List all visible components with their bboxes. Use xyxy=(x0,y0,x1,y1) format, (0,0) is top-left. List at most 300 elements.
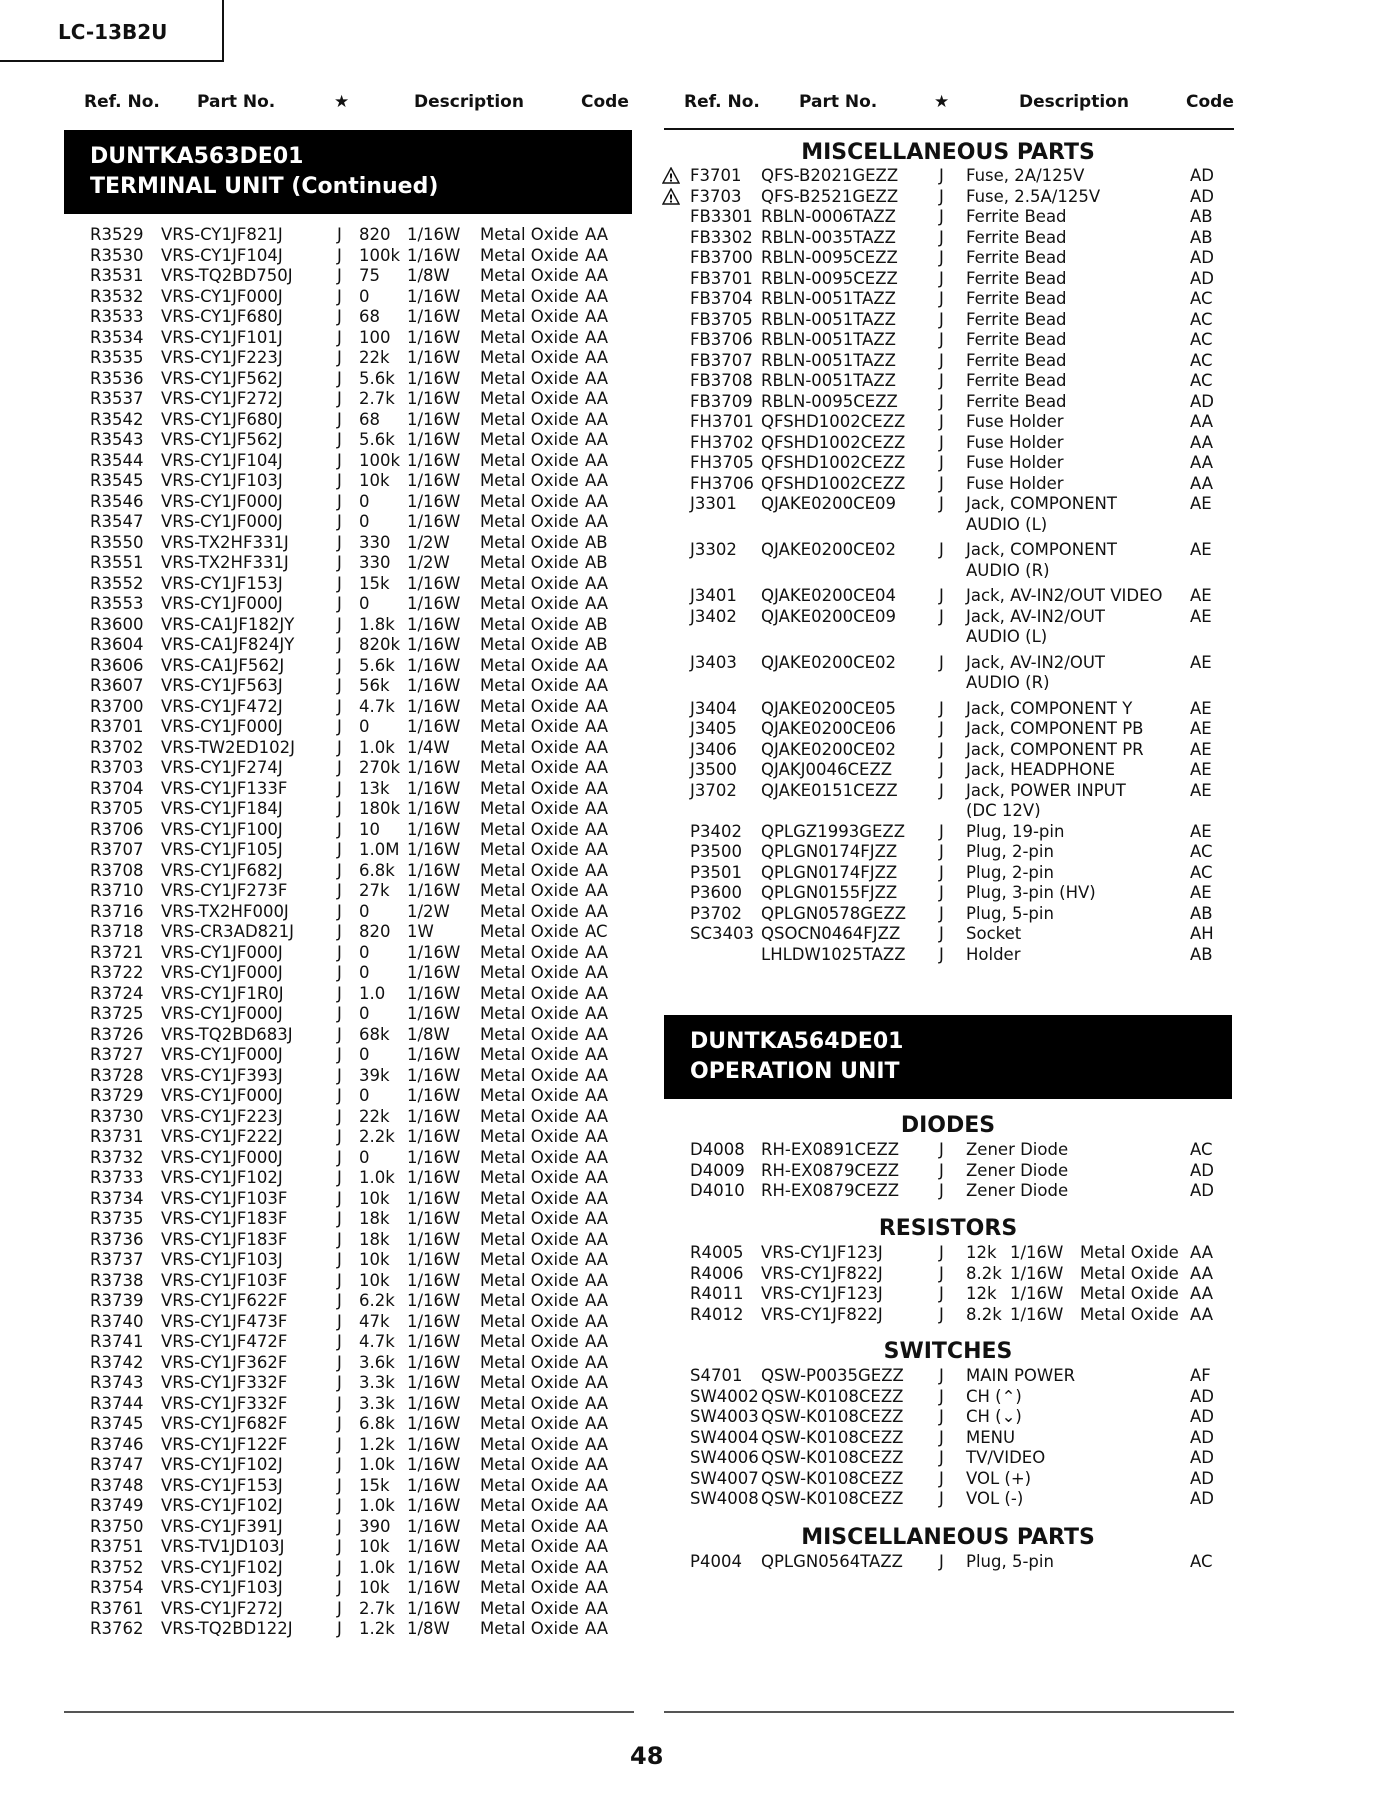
type: Metal Oxide xyxy=(480,963,579,982)
wattage: 1/16W xyxy=(407,1065,461,1085)
value: 0 xyxy=(359,1147,370,1167)
star-mark: J xyxy=(939,166,944,185)
star-mark: J xyxy=(939,1304,944,1324)
star-mark: J xyxy=(939,289,944,308)
code: AA xyxy=(585,819,609,839)
part-no: QSOCN0464FJZZ xyxy=(761,924,901,943)
value: 56k xyxy=(359,676,390,695)
code: AA xyxy=(585,901,609,921)
wattage: 1/16W xyxy=(407,430,461,449)
wattage: 1/16W xyxy=(407,1352,461,1372)
table-row xyxy=(64,1373,634,1394)
value: 0 xyxy=(359,286,370,306)
star-mark: J xyxy=(337,327,342,347)
code: AC xyxy=(1190,1140,1213,1159)
type: Metal Oxide xyxy=(480,1106,579,1126)
code: AB xyxy=(1190,944,1213,964)
type: Metal Oxide xyxy=(480,450,579,470)
description: (DC 12V) xyxy=(966,801,1041,820)
ref-no: R3722 xyxy=(90,963,144,982)
part-no: QJAKE0200CE05 xyxy=(761,698,897,718)
ref-no: FB3700 xyxy=(690,248,753,267)
star-mark: J xyxy=(337,1414,342,1433)
type: Metal Oxide xyxy=(480,778,579,798)
part-no: VRS-TQ2BD683J xyxy=(161,1024,293,1044)
ref-no: D4009 xyxy=(690,1160,745,1180)
wattage: 1/16W xyxy=(407,1455,461,1474)
description: AUDIO (R) xyxy=(966,560,1050,580)
code: AD xyxy=(1190,1489,1214,1508)
code: AA xyxy=(1190,432,1214,452)
code: AA xyxy=(585,696,609,716)
ref-no: J3402 xyxy=(690,606,737,626)
table-row xyxy=(664,392,1234,413)
value: 4.7k xyxy=(359,696,395,716)
wattage: 1/16W xyxy=(407,1004,461,1023)
code: AC xyxy=(1190,1552,1213,1571)
star-mark: J xyxy=(337,368,342,388)
table-row xyxy=(64,389,634,410)
description: Ferrite Bead xyxy=(966,350,1067,370)
star-mark: J xyxy=(337,573,342,593)
type: Metal Oxide xyxy=(480,491,579,511)
star-mark: J xyxy=(337,758,342,777)
star-mark: J xyxy=(337,1516,342,1536)
wattage: 1/16W xyxy=(407,758,461,777)
wattage: 1/16W xyxy=(407,840,461,859)
code: AB xyxy=(1190,903,1213,923)
misc-parts-2-title: MISCELLANEOUS PARTS xyxy=(801,1525,1095,1550)
table-row xyxy=(664,1552,1234,1573)
value: 5.6k xyxy=(359,655,395,675)
table-row xyxy=(664,653,1234,674)
value: 1.2k xyxy=(359,1434,395,1454)
star-mark: J xyxy=(939,309,944,329)
star-mark: J xyxy=(337,819,342,839)
ref-no: J3403 xyxy=(690,652,737,672)
table-row xyxy=(664,627,1234,648)
table-row xyxy=(664,863,1234,884)
code: AA xyxy=(585,1127,609,1146)
wattage: 1/2W xyxy=(407,532,450,552)
code: AC xyxy=(1190,350,1213,370)
wattage: 1/16W xyxy=(407,1045,461,1064)
table-row xyxy=(664,371,1234,392)
header-desc: Description xyxy=(414,92,524,112)
table-row xyxy=(64,902,634,923)
star-mark: J xyxy=(939,186,944,206)
ref-no: R3762 xyxy=(90,1619,144,1638)
part-no: QPLGN0155FJZZ xyxy=(761,883,898,902)
ref-no: P3702 xyxy=(690,903,742,923)
part-no: VRS-CY1JF102J xyxy=(161,1557,283,1577)
ref-no: R3553 xyxy=(90,594,144,613)
table-row xyxy=(64,1271,634,1292)
table-row xyxy=(664,1469,1234,1490)
ref-no: FH3705 xyxy=(690,453,754,472)
part-no: VRS-CY1JF682J xyxy=(161,860,283,880)
table-row xyxy=(64,1025,634,1046)
star-mark: J xyxy=(939,350,944,370)
star-mark: J xyxy=(939,1427,944,1447)
value: 2.7k xyxy=(359,1598,395,1618)
star-mark: J xyxy=(337,1168,342,1187)
code: AA xyxy=(585,1516,609,1536)
code: AB xyxy=(1190,227,1213,247)
type: Metal Oxide xyxy=(480,901,579,921)
type: Metal Oxide xyxy=(480,286,579,306)
type: Metal Oxide xyxy=(480,1557,579,1577)
type: Metal Oxide xyxy=(480,860,579,880)
value: 100k xyxy=(359,450,401,470)
value: 2.7k xyxy=(359,389,395,408)
wattage: 1/16W xyxy=(1010,1263,1064,1283)
ref-no: R4006 xyxy=(690,1263,744,1283)
wattage: 1/16W xyxy=(407,512,461,531)
part-no: VRS-TW2ED102J xyxy=(161,737,296,757)
table-row xyxy=(664,330,1234,351)
star-mark: J xyxy=(337,1045,342,1064)
table-row xyxy=(664,1489,1234,1510)
code: AA xyxy=(585,1106,609,1126)
description: Jack, COMPONENT PR xyxy=(966,739,1144,759)
table-row xyxy=(64,1086,634,1107)
star-mark: J xyxy=(939,432,944,452)
part-no: VRS-CA1JF182JY xyxy=(161,614,295,634)
ref-no: R3543 xyxy=(90,430,144,449)
star-mark: J xyxy=(939,780,944,800)
table-row xyxy=(64,1558,634,1579)
star-mark: J xyxy=(337,1229,342,1249)
code: AE xyxy=(1190,780,1212,800)
ref-no: R3728 xyxy=(90,1065,144,1085)
wattage: 1/16W xyxy=(407,983,461,1003)
star-mark: J xyxy=(337,1065,342,1085)
code: AD xyxy=(1190,1468,1214,1488)
star-mark: J xyxy=(939,606,944,626)
code: AA xyxy=(585,1619,609,1638)
type: Metal Oxide xyxy=(480,1086,579,1105)
wattage: 1/16W xyxy=(407,1106,461,1126)
description: Plug, 2-pin xyxy=(966,862,1054,882)
star-mark: J xyxy=(337,1373,342,1392)
star-mark: J xyxy=(337,532,342,552)
ref-no: R3704 xyxy=(90,778,144,798)
part-no: VRS-CY1JF153J xyxy=(161,573,283,593)
ref-no: R3746 xyxy=(90,1434,144,1454)
code: AE xyxy=(1190,760,1212,779)
table-row xyxy=(664,781,1234,802)
value: 1.0M xyxy=(359,840,400,859)
part-no: VRS-CY1JF562J xyxy=(161,430,283,449)
code: AE xyxy=(1190,652,1212,672)
header-code: Code xyxy=(581,92,629,112)
table-row xyxy=(64,1476,634,1497)
part-no: QPLGN0174FJZZ xyxy=(761,842,898,861)
description: Fuse Holder xyxy=(966,432,1064,452)
banner-op-unit-name: OPERATION UNIT xyxy=(690,1059,900,1084)
code: AA xyxy=(585,1414,609,1433)
star-mark: J xyxy=(337,1106,342,1126)
star-mark: J xyxy=(337,307,342,326)
table-row xyxy=(64,676,634,697)
wattage: 1/16W xyxy=(407,491,461,511)
description: VOL (-) xyxy=(966,1489,1024,1508)
table-row xyxy=(664,1305,1234,1326)
svg-text:!: ! xyxy=(668,171,674,184)
code: AB xyxy=(585,532,608,552)
value: 15k xyxy=(359,1475,390,1495)
table-row xyxy=(664,310,1234,331)
part-no: VRS-CY1JF472J xyxy=(161,696,283,716)
value: 15k xyxy=(359,573,390,593)
star-mark: J xyxy=(939,1489,944,1508)
value: 820 xyxy=(359,922,391,941)
part-no: VRS-CY1JF153J xyxy=(161,1475,283,1495)
value: 1.0 xyxy=(359,983,386,1003)
type: Metal Oxide xyxy=(480,1332,579,1351)
code: AA xyxy=(585,1311,609,1331)
part-no: RBLN-0051TAZZ xyxy=(761,289,896,308)
part-no: VRS-CY1JF680J xyxy=(161,307,283,326)
ref-no: SW4007 xyxy=(690,1468,759,1488)
code: AA xyxy=(585,881,609,900)
type: Metal Oxide xyxy=(480,614,579,634)
wattage: 1/16W xyxy=(407,1209,461,1228)
type: Metal Oxide xyxy=(480,1311,579,1331)
wattage: 1/16W xyxy=(407,368,461,388)
table-row xyxy=(64,1250,634,1271)
type: Metal Oxide xyxy=(480,1250,579,1269)
star-mark: J xyxy=(939,248,944,267)
value: 10 xyxy=(359,819,380,839)
wattage: 1/16W xyxy=(407,1393,461,1413)
part-no: VRS-CY1JF104J xyxy=(161,245,283,265)
part-no: VRS-CY1JF103F xyxy=(161,1270,288,1290)
description: Ferrite Bead xyxy=(966,227,1067,247)
table-row xyxy=(64,963,634,984)
ref-no: R3530 xyxy=(90,245,144,265)
value: 10k xyxy=(359,1578,390,1597)
part-no: QJAKE0200CE04 xyxy=(761,586,897,605)
ref-no: J3401 xyxy=(690,586,737,605)
code: AA xyxy=(585,368,609,388)
code: AA xyxy=(585,594,609,613)
value: 13k xyxy=(359,778,390,798)
resistors-title: RESISTORS xyxy=(878,1216,1018,1241)
code: AA xyxy=(585,1332,609,1351)
table-row xyxy=(64,1517,634,1538)
part-no: QJAKE0200CE02 xyxy=(761,540,897,559)
star-mark: J xyxy=(939,842,944,861)
table-row xyxy=(664,719,1234,740)
code: AA xyxy=(585,1352,609,1372)
table-row xyxy=(664,1428,1234,1449)
misc-parts-title: MISCELLANEOUS PARTS xyxy=(801,140,1095,165)
ref-no: J3406 xyxy=(690,739,737,759)
ref-no: R3739 xyxy=(90,1291,144,1310)
table-row xyxy=(64,1414,634,1435)
part-no: QPLGN0578GEZZ xyxy=(761,903,907,923)
wattage: 1/16W xyxy=(407,409,461,429)
star-mark: J xyxy=(337,1147,342,1167)
table-row xyxy=(664,801,1234,822)
ref-no: R3718 xyxy=(90,922,144,941)
star-mark: J xyxy=(939,1140,944,1159)
type: Metal Oxide xyxy=(480,1475,579,1495)
wattage: 1/16W xyxy=(407,778,461,798)
value: 0 xyxy=(359,512,370,531)
code: AA xyxy=(585,983,609,1003)
ref-no: R3716 xyxy=(90,901,144,921)
part-no: VRS-CY1JF102J xyxy=(161,1496,283,1515)
wattage: 1/16W xyxy=(1010,1284,1064,1303)
star-mark: J xyxy=(939,924,944,943)
star-mark: J xyxy=(337,614,342,634)
star-mark: J xyxy=(337,737,342,757)
ref-no: SW4006 xyxy=(690,1448,759,1467)
ref-no: SW4003 xyxy=(690,1407,759,1426)
description: Jack, COMPONENT PB xyxy=(966,719,1144,738)
code: AE xyxy=(1190,739,1212,759)
part-no: VRS-CY1JF393J xyxy=(161,1065,283,1085)
star-mark: J xyxy=(337,901,342,921)
ref-no: R3536 xyxy=(90,368,144,388)
code: AH xyxy=(1190,924,1214,943)
star-mark: J xyxy=(337,655,342,675)
value: 1.0k xyxy=(359,1496,395,1515)
value: 0 xyxy=(359,1045,370,1064)
type: Metal Oxide xyxy=(480,696,579,716)
part-no: QJAKE0200CE02 xyxy=(761,739,897,759)
value: 68 xyxy=(359,409,380,429)
ref-no: R3703 xyxy=(90,758,144,777)
wattage: 1/16W xyxy=(407,1373,461,1392)
star-mark: J xyxy=(337,1578,342,1597)
table-row xyxy=(664,351,1234,372)
diodes-title: DIODES xyxy=(900,1113,996,1138)
wattage: 1/16W xyxy=(407,819,461,839)
star-mark: J xyxy=(337,430,342,449)
part-no: QSW-K0108CEZZ xyxy=(761,1407,904,1426)
description: TV/VIDEO xyxy=(966,1448,1046,1467)
ref-no: R3743 xyxy=(90,1373,144,1392)
value: 270k xyxy=(359,758,401,777)
ref-no: R4011 xyxy=(690,1284,744,1303)
ref-no: R3727 xyxy=(90,1045,144,1064)
ref-no: R3748 xyxy=(90,1475,144,1495)
wattage: 1/16W xyxy=(407,1229,461,1249)
star-mark: J xyxy=(337,1127,342,1146)
star-mark: J xyxy=(939,540,944,559)
star-mark: J xyxy=(337,1393,342,1413)
part-no: VRS-CY1JF000J xyxy=(161,717,283,736)
part-no: VRS-CY1JF473F xyxy=(161,1311,288,1331)
code: AC xyxy=(1190,862,1213,882)
part-no: VRS-CY1JF391J xyxy=(161,1516,283,1536)
wattage: 1/16W xyxy=(407,696,461,716)
table-row xyxy=(664,607,1234,628)
star-mark: J xyxy=(939,1407,944,1426)
ref-no: SC3403 xyxy=(690,924,754,943)
description: AUDIO (R) xyxy=(966,673,1050,692)
star-mark: J xyxy=(337,881,342,900)
code: AA xyxy=(585,512,609,531)
part-no: VRS-CY1JF103J xyxy=(161,471,283,490)
table-row xyxy=(64,840,634,861)
part-no: VRS-CY1JF105J xyxy=(161,840,283,859)
code: AA xyxy=(585,1065,609,1085)
table-row xyxy=(664,1284,1234,1305)
part-no: VRS-TX2HF331J xyxy=(161,532,289,552)
wattage: 1/16W xyxy=(407,1496,461,1515)
ref-no: P3500 xyxy=(690,842,742,861)
ref-no: D4008 xyxy=(690,1140,745,1159)
ref-no: R3735 xyxy=(90,1209,144,1228)
wattage: 1/16W xyxy=(407,1127,461,1146)
star-mark: J xyxy=(939,207,944,226)
part-no: VRS-CR3AD821J xyxy=(161,922,295,941)
value: 12k xyxy=(966,1284,997,1303)
table-row xyxy=(664,1181,1234,1202)
header-part-right: Part No. xyxy=(799,92,878,112)
type: Metal Oxide xyxy=(480,307,579,326)
ref-no: R3721 xyxy=(90,942,144,962)
ref-no: FB3709 xyxy=(690,391,753,411)
table-row xyxy=(664,248,1234,269)
ref-no: R3730 xyxy=(90,1106,144,1126)
code: AD xyxy=(1190,166,1214,185)
value: 6.2k xyxy=(359,1291,395,1310)
star-mark: J xyxy=(337,635,342,654)
ref-no: R3529 xyxy=(90,225,144,244)
code: AC xyxy=(1190,330,1213,349)
description: CH (⌄) xyxy=(966,1407,1022,1426)
table-row xyxy=(664,289,1234,310)
code: AA xyxy=(585,1434,609,1454)
table-row xyxy=(64,492,634,513)
type: Metal Oxide xyxy=(480,1291,579,1310)
terminal-resistor-list xyxy=(64,225,634,1640)
ref-no: R3754 xyxy=(90,1578,144,1597)
code: AA xyxy=(585,1598,609,1618)
part-no: VRS-CY1JF822J xyxy=(761,1304,883,1324)
star-mark: J xyxy=(939,1263,944,1283)
description: Fuse, 2.5A/125V xyxy=(966,186,1101,206)
value: 10k xyxy=(359,1270,390,1290)
part-no: QFSHD1002CEZZ xyxy=(761,412,906,431)
table-row xyxy=(664,842,1234,863)
ref-no: R3604 xyxy=(90,635,144,654)
value: 39k xyxy=(359,1065,390,1085)
ref-no: R3736 xyxy=(90,1229,144,1249)
star-mark: J xyxy=(337,1619,342,1638)
ref-no: F3703 xyxy=(690,186,742,206)
svg-text:!: ! xyxy=(668,192,674,205)
value: 0 xyxy=(359,901,370,921)
part-no: VRS-CY1JF1R0J xyxy=(161,983,284,1003)
ref-no: J3302 xyxy=(690,540,737,559)
star-mark: J xyxy=(939,330,944,349)
part-no: VRS-CY1JF000J xyxy=(161,512,283,531)
type: Metal Oxide xyxy=(480,1434,579,1454)
description: Ferrite Bead xyxy=(966,309,1067,329)
type: Metal Oxide xyxy=(480,1455,579,1474)
part-no: QPLGN0174FJZZ xyxy=(761,862,898,882)
ref-no: R3747 xyxy=(90,1455,144,1474)
part-no: VRS-TX2HF331J xyxy=(161,553,289,572)
type: Metal Oxide xyxy=(480,942,579,962)
